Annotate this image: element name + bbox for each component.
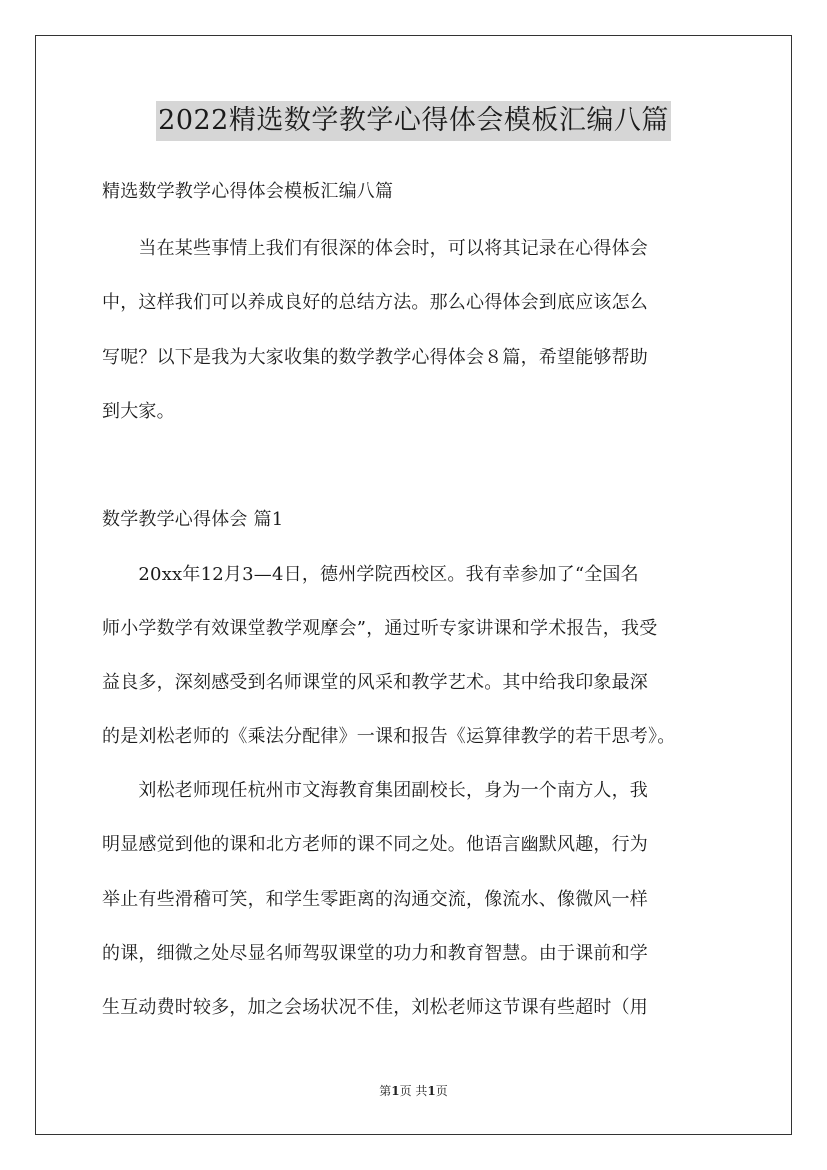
intro-line-1: 当在某些事情上我们有很深的体会时，可以将其记录在心得体会 [102, 238, 648, 259]
section-line-6: 明显感觉到他的课和北方老师的课不同之处。他语言幽默风趣，行为 [102, 834, 648, 855]
intro-line-4: 到大家。 [102, 401, 175, 422]
section-heading: 数学教学心得体会 篇1 [102, 509, 284, 530]
section-line-5: 刘松老师现任杭州市文海教育集团副校长，身为一个南方人，我 [102, 780, 648, 801]
page-footer [0, 1083, 827, 1099]
section-line-3: 益良多，深刻感受到名师课堂的风采和教学艺术。其中给我印象最深 [102, 672, 648, 693]
footer-page-prefix: 第 [379, 1084, 392, 1098]
section-line-8: 的课，细微之处尽显名师驾驭课堂的功力和教育智慧。由于课前和学 [102, 943, 648, 964]
footer-page-total: 1 [427, 1084, 436, 1098]
section-line-7: 举止有些滑稽可笑，和学生零距离的沟通交流，像流水、像微风一样 [102, 889, 648, 910]
section-line-2: 师小学数学有效课堂教学观摩会”，通过听专家讲课和学术报告，我受 [102, 618, 658, 639]
section-line-9: 生互动费时较多，加之会场状况不佳，刘松老师这节课有些超时（用 [102, 997, 648, 1018]
footer-page-mid: 页 共 [399, 1084, 428, 1098]
section-line-4: 的是刘松老师的《乘法分配律》一课和报告《运算律教学的若干思考》。 [102, 726, 676, 747]
section-line-1: 20xx年12月3—4日，德州学院西校区。我有幸参加了“全国名 [102, 564, 639, 585]
title-container [0, 101, 827, 141]
footer-page-suffix: 页 [435, 1084, 448, 1098]
intro-line-2: 中，这样我们可以养成良好的总结方法。那么心得体会到底应该怎么 [102, 292, 648, 313]
document-title: 2022精选数学教学心得体会模板汇编八篇 [156, 101, 671, 141]
document-subtitle: 精选数学教学心得体会模板汇编八篇 [102, 181, 394, 202]
intro-line-3: 写呢？以下是我为大家收集的数学教学心得体会８篇，希望能够帮助 [102, 347, 648, 368]
footer-page-number: 1 [391, 1084, 400, 1098]
